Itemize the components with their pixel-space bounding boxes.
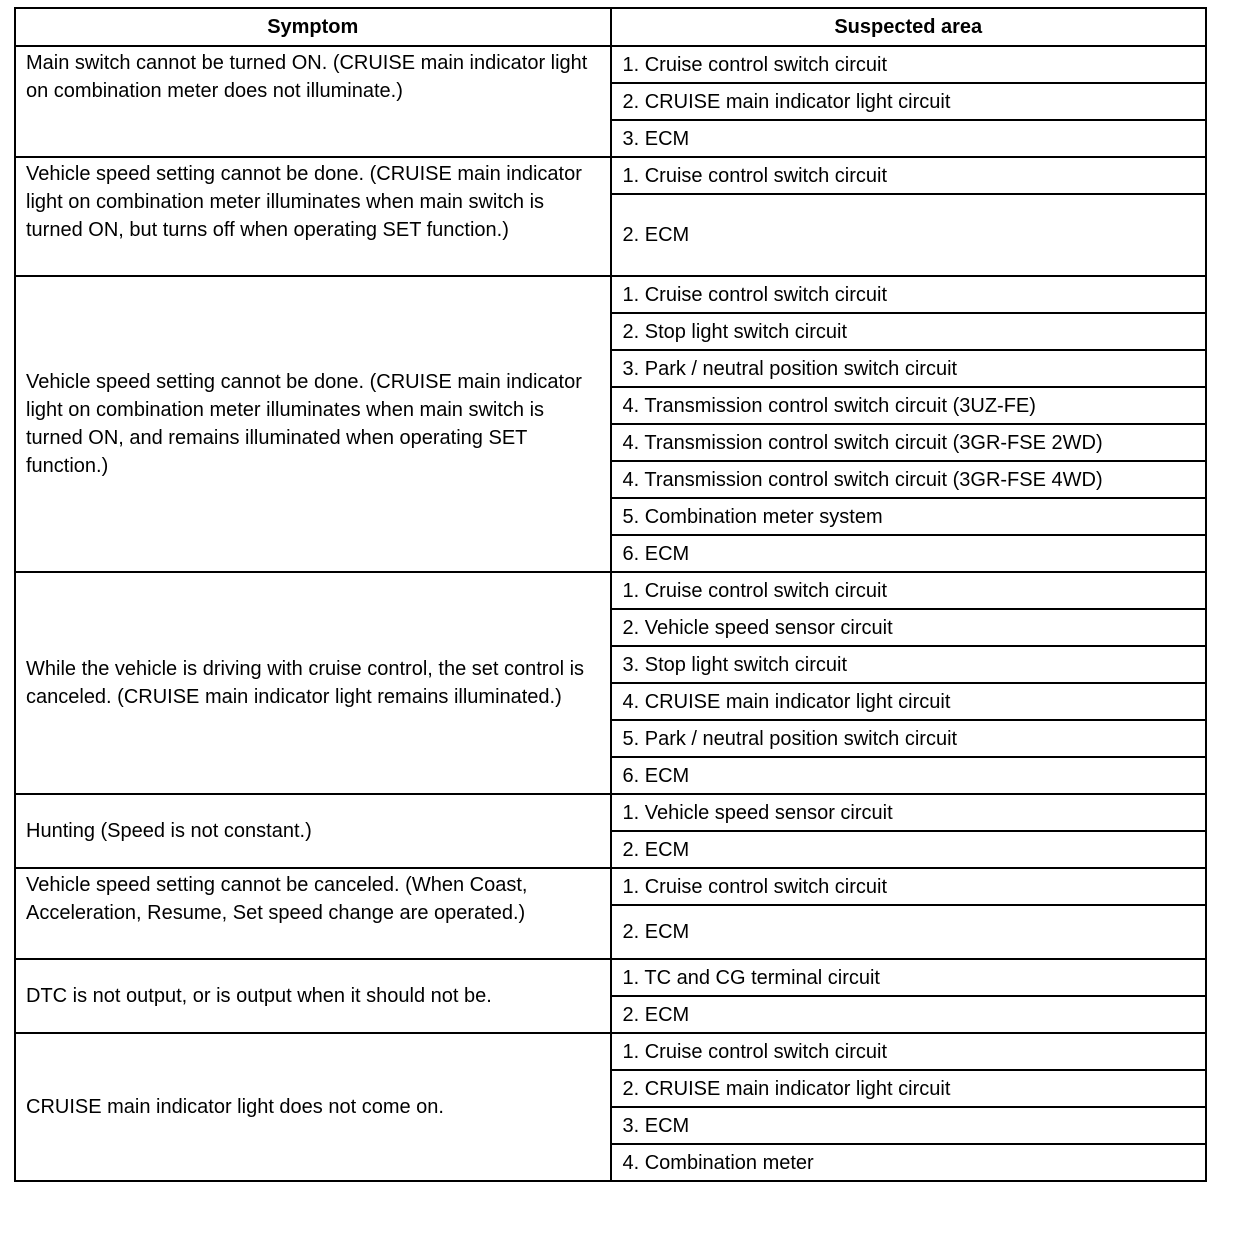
suspected-area-cell: 2. ECM xyxy=(611,905,1207,959)
suspected-area-cell: 2. ECM xyxy=(611,996,1207,1033)
suspected-area-cell: 1. TC and CG terminal circuit xyxy=(611,959,1207,996)
suspected-area-cell: 1. Vehicle speed sensor circuit xyxy=(611,794,1207,831)
suspected-area-cell: 4. CRUISE main indicator light circuit xyxy=(611,683,1207,720)
symptom-cell: DTC is not output, or is output when it should not be. xyxy=(15,959,611,1033)
suspected-area-cell: 3. ECM xyxy=(611,1107,1207,1144)
suspected-area-cell: 3. Park / neutral position switch circuit xyxy=(611,350,1207,387)
suspected-area-cell: 3. ECM xyxy=(611,120,1207,157)
suspected-area-cell: 1. Cruise control switch circuit xyxy=(611,46,1207,83)
suspected-area-cell: 1. Cruise control switch circuit xyxy=(611,868,1207,905)
suspected-area-cell: 1. Cruise control switch circuit xyxy=(611,276,1207,313)
suspected-area-cell: 4. Transmission control switch circuit (3GR-FSE 4WD) xyxy=(611,461,1207,498)
symptom-header: Symptom xyxy=(15,8,611,46)
table-row xyxy=(15,868,1206,905)
symptom-cell: Vehicle speed setting cannot be done. (CRUISE main indicator light on combination meter illuminates when main switch is turned ON, and remains illuminated when operating SET function.) xyxy=(15,276,611,572)
suspected-area-header: Suspected area xyxy=(611,8,1207,46)
suspected-area-cell: 1. Cruise control switch circuit xyxy=(611,1033,1207,1070)
suspected-area-cell: 1. Cruise control switch circuit xyxy=(611,157,1207,194)
suspected-area-cell: 2. CRUISE main indicator light circuit xyxy=(611,83,1207,120)
suspected-area-cell: 2. Stop light switch circuit xyxy=(611,313,1207,350)
table-row xyxy=(15,157,1206,194)
suspected-area-cell: 3. Stop light switch circuit xyxy=(611,646,1207,683)
suspected-area-cell: 2. Vehicle speed sensor circuit xyxy=(611,609,1207,646)
suspected-area-cell: 6. ECM xyxy=(611,535,1207,572)
table-row xyxy=(15,572,1206,609)
suspected-area-cell: 4. Transmission control switch circuit (3UZ-FE) xyxy=(611,387,1207,424)
suspected-area-cell: 2. ECM xyxy=(611,831,1207,868)
table-row xyxy=(15,276,1206,313)
table-row xyxy=(15,46,1206,83)
table-row xyxy=(15,1033,1206,1070)
suspected-area-cell: 2. CRUISE main indicator light circuit xyxy=(611,1070,1207,1107)
suspected-area-cell: 1. Cruise control switch circuit xyxy=(611,572,1207,609)
table-row xyxy=(15,794,1206,831)
symptom-cell: Vehicle speed setting cannot be done. (CRUISE main indicator light on combination meter illuminates when main switch is turned ON, but turns off when operating SET function.) xyxy=(15,157,611,276)
symptom-cell: Hunting (Speed is not constant.) xyxy=(15,794,611,868)
suspected-area-cell: 5. Park / neutral position switch circuit xyxy=(611,720,1207,757)
symptom-cell: Main switch cannot be turned ON. (CRUISE main indicator light on combination meter does not illuminate.) xyxy=(15,46,611,157)
problem-symptoms-table xyxy=(14,7,1207,1182)
table-header-row xyxy=(15,8,1206,46)
table-row xyxy=(15,959,1206,996)
symptom-cell: CRUISE main indicator light does not come on. xyxy=(15,1033,611,1181)
suspected-area-cell: 6. ECM xyxy=(611,757,1207,794)
suspected-area-cell: 5. Combination meter system xyxy=(611,498,1207,535)
symptom-cell: Vehicle speed setting cannot be canceled. (When Coast, Acceleration, Resume, Set speed change are operated.) xyxy=(15,868,611,959)
suspected-area-cell: 4. Transmission control switch circuit (3GR-FSE 2WD) xyxy=(611,424,1207,461)
symptom-cell: While the vehicle is driving with cruise control, the set control is canceled. (CRUISE main indicator light remains illuminated.) xyxy=(15,572,611,794)
suspected-area-cell: 4. Combination meter xyxy=(611,1144,1207,1181)
suspected-area-cell: 2. ECM xyxy=(611,194,1207,276)
